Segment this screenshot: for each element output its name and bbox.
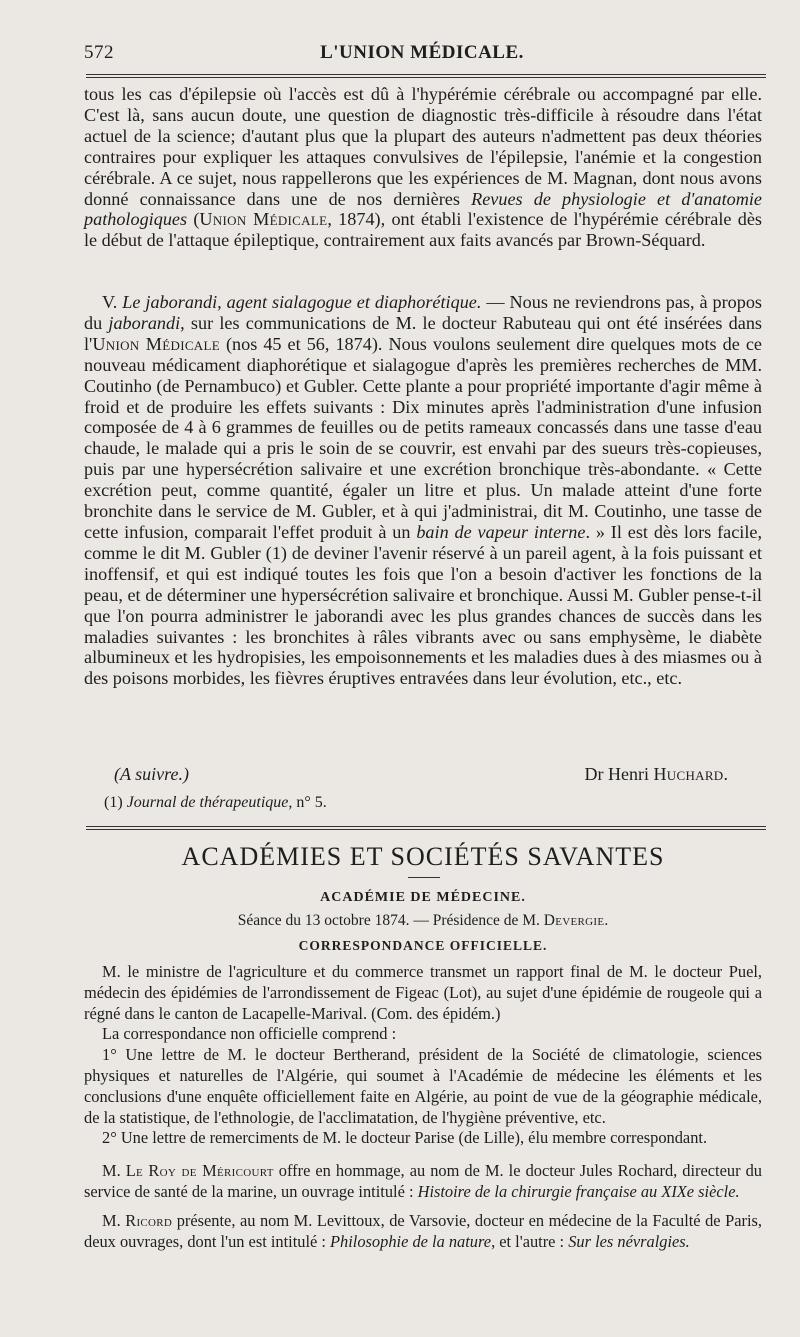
- lettre-bertherand: 1° Une lettre de M. le docteur Bertherand, président de la Société de climatologie, sciences physiques et naturelles de l'Algérie, qui soumet à l'Académie de médecine les éléments et les conclusions d'une enquête officiellement faite en Algérie, au point de vue de la géographie médicale, de la statistique, de l'ethnologie, de l'acclimatation, de l'hygiène préventive, etc.: [84, 1045, 762, 1127]
- p6-text-b: présente, au nom M. Levittoux, de Varsovie, docteur en médecine de la Faculté de Paris, deux ouvrages, dont l'un est intitulé :: [84, 1210, 762, 1251]
- ricord-paragraph: [84, 1211, 762, 1253]
- a-suivre: (A suivre.): [114, 764, 189, 784]
- p5-book-title: Histoire de la chirurgie française au XIXe siècle.: [417, 1181, 740, 1201]
- p1-text-c: , 1874), ont établi l'existence de l'hypérémie cérébrale dès le début de l'attaque épileptique, contrairement aux faits avancés par Brown-Séquard.: [84, 209, 762, 251]
- p5-text-a: M.: [102, 1161, 126, 1181]
- seance-end: .: [604, 912, 609, 929]
- header-rule: [86, 74, 766, 78]
- p1-text-b: (: [187, 209, 200, 230]
- p2-jaborandi: jaborandi: [108, 312, 181, 333]
- p5-name: Le Roy de Méricourt: [125, 1161, 274, 1181]
- footnote-issue: , n° 5.: [288, 794, 327, 811]
- p6-book-title-2: Sur les névralgies.: [568, 1231, 690, 1251]
- signature-end: .: [723, 764, 728, 784]
- running-title: L'UNION MÉDICALE.: [320, 42, 524, 63]
- signature-prefix: Dr Henri: [584, 764, 654, 784]
- footnote-journal: Journal de thérapeutique: [126, 794, 289, 811]
- p6-text-a: M.: [102, 1210, 126, 1230]
- page-number: 572: [84, 42, 114, 63]
- correspondance-intro: La correspondance non officielle comprend :: [102, 1024, 397, 1044]
- title-short-rule: [408, 877, 440, 878]
- footnote-marker: (1): [104, 794, 127, 811]
- correspondance-heading: CORRESPONDANCE OFFICIELLE.: [298, 938, 548, 953]
- seance-line: [84, 912, 762, 930]
- section-rule: [86, 826, 766, 830]
- p2-bain-vapeur: bain de vapeur interne: [416, 521, 586, 542]
- p2-text-d: (nos 45 et 56, 1874). Nous voulons seulement dire quelques mots de ce nouveau médicament diaphorétique et sialagogue d'après les premières recherches de MM. Coutinho (de Pernambuco) et Gubler. Cette plante a pour propriété importante d'agir même à froid et de produire les effets suivants : Dix minutes après l'administration d'une infusion composée de 4 à 6 grammes de feuilles ou de petits rameaux concassés dans une tasse d'eau chaude, le malade qui a pris le soin de se couvrir, est envahi par des sueurs très-copieuses, puis par une hypersécrétion salivaire et une excrétion bronchique très-abondante. « Cette excrétion peut, comme quantité, égaler un litre et plus. Un malade atteint d'une forte bronchite dans le service de M. Gubler, et à qui j'administrai, dit M. Coutinho, une tasse de cette infusion, comparait l'effet produit à un: [84, 333, 762, 542]
- p1-journal-title: Revues de physiologie et d'anatomie pathologiques: [84, 188, 762, 230]
- p6-book-title-1: Philosophie de la nature: [330, 1231, 492, 1251]
- p2-text-c: , sur les communications de M. le docteur Rabuteau qui ont été insérées dans l': [84, 312, 762, 354]
- section-title: ACADÉMIES ET SOCIÉTÉS SAVANTES: [181, 842, 665, 871]
- p2-text-e: . » Il est dès lors facile, comme le dit M. Gubler (1) de deviner l'avenir réservé à un pareil agent, à la fois puissant et inoffensif, et qui est indiqué toutes les fois que l'on a besoin d'activer les fonctions de la peau, et de déterminer une hypersécrétion salivaire et bronchique. Aussi M. Gubler pense-t-il que l'on pourra administrer le jaborandi avec les plus grandes chances de succès dans les maladies suivantes : les bronchites à râles vibrants avec ou sans emphysème, le diabète albumineux et les hydropisies, les empoisonnements et les maladies dues à des miasmes ou à des poisons morbides, les fièvres éruptives entravées dans leur évolution, etc., etc.: [84, 521, 762, 689]
- p2-union-medicale: Union Médicale: [92, 333, 220, 354]
- p1-text-a: tous les cas d'épilepsie où l'accès est dû à l'hypérémie cérébrale ou accompagné par elle. C'est là, sans aucun doute, une question de diagnostic très-difficile à résoudre dans l'état actuel de la science; d'autant plus que la plupart des auteurs n'admettent pas deux théories contraires pour expliquer les attaques convulsives de l'épilepsie, l'anémie et la congestion cérébrale. A ce sujet, nous rappellerons que les expériences de M. Magnan, dont nous avons donné connaissance dans une de nos dernières: [84, 84, 762, 209]
- ministre-paragraph: M. le ministre de l'agriculture et du commerce transmet un rapport final de M. le docteur Puel, médecin des épidémies de l'arrondissement de Figeac (Lot), au sujet d'une épidémie de rougeole qui a régné dans le canton de Lacapelle-Marival. (Com. des épidém.): [84, 962, 762, 1023]
- lettre-parise: 2° Une lettre de remerciments de M. le docteur Parise (de Lille), élu membre correspondant.: [102, 1128, 708, 1148]
- seance-text: Séance du 13 octobre 1874. — Présidence de M.: [237, 912, 544, 929]
- p2-heading: Le jaborandi, agent sialagogue et diaphorétique.: [122, 292, 482, 312]
- p6-text-c: , et l'autre :: [491, 1231, 569, 1251]
- president-name: Devergie: [543, 912, 605, 929]
- continuation-paragraph: [84, 84, 762, 251]
- item-spacer: [84, 1149, 762, 1161]
- jaborandi-paragraph: [84, 292, 762, 689]
- signature-name: Huchard: [653, 764, 724, 784]
- item-spacer: [84, 1203, 762, 1211]
- p1-union-medicale: Union Médicale: [199, 209, 328, 230]
- p6-name: Ricord: [125, 1210, 173, 1230]
- hommage-paragraph: [84, 1161, 762, 1203]
- p2-text-b: — Nous ne reviendrons pas, à propos du: [84, 292, 763, 333]
- author-signature: [585, 764, 728, 785]
- p2-text-a: V.: [102, 292, 123, 312]
- academy-subtitle: ACADÉMIE DE MÉDECINE.: [320, 890, 526, 905]
- running-header: [84, 38, 760, 68]
- academy-body: [84, 962, 762, 1252]
- p5-text-b: offre en hommage, au nom de M. le docteur Jules Rochard, directeur du service de santé de la marine, un ouvrage intitulé :: [84, 1161, 762, 1201]
- footnote: [104, 794, 327, 812]
